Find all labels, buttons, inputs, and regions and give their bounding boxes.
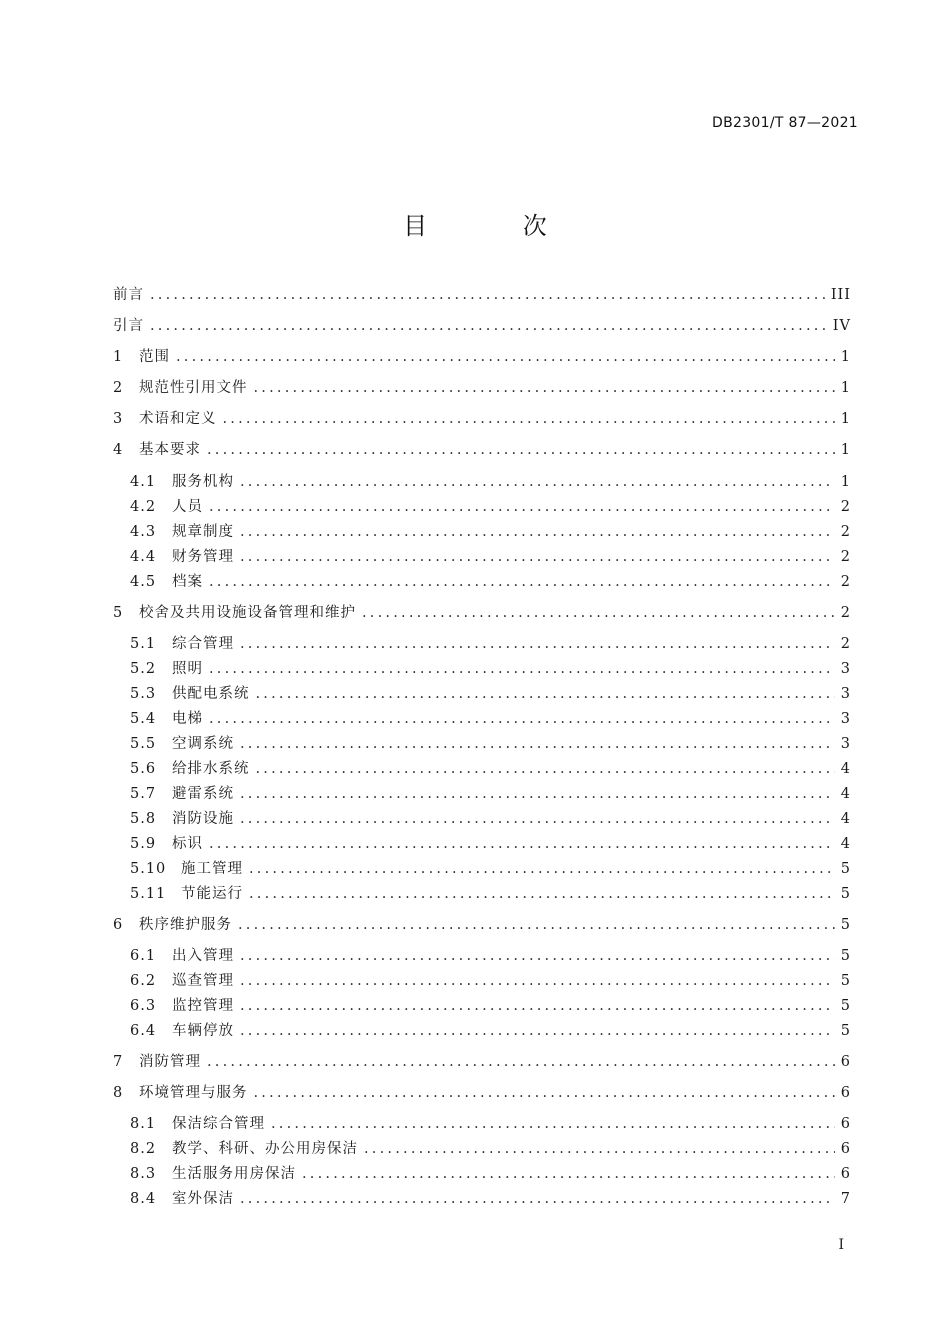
document-code: DB2301/T 87—2021 bbox=[712, 115, 858, 131]
toc-entry-number: 5.11 bbox=[130, 886, 167, 902]
toc-subentry[interactable] bbox=[113, 784, 851, 804]
toc-entry-title: 范围 bbox=[139, 349, 170, 365]
toc-subentry[interactable] bbox=[113, 734, 851, 754]
toc-entry-page: 3 bbox=[840, 661, 851, 677]
toc-entry-title: 生活服务用房保洁 bbox=[172, 1166, 296, 1182]
toc-entry-title: 服务机构 bbox=[172, 474, 234, 490]
toc-entry-page: 6 bbox=[840, 1116, 851, 1132]
toc-subentry[interactable] bbox=[113, 659, 851, 679]
toc-entry-title: 规章制度 bbox=[172, 524, 234, 540]
toc-entry-number: 5.1 bbox=[130, 636, 157, 652]
toc-entry-page: 2 bbox=[840, 549, 851, 565]
toc-subentry[interactable] bbox=[113, 1189, 851, 1209]
toc-entry-page: 4 bbox=[840, 836, 851, 852]
toc-subentry[interactable] bbox=[113, 809, 851, 829]
toc-entry-page: 5 bbox=[840, 948, 851, 964]
toc-entry-number: 5.2 bbox=[130, 661, 157, 677]
toc-entry-page: IV bbox=[832, 318, 851, 334]
toc-entry-number: 5.8 bbox=[130, 811, 157, 827]
dot-leader bbox=[249, 859, 835, 879]
toc-entry-number: 5.4 bbox=[130, 711, 157, 727]
toc-entry-title: 基本要求 bbox=[139, 442, 201, 458]
toc-entry-title: 供配电系统 bbox=[172, 686, 250, 702]
dot-leader bbox=[256, 759, 835, 779]
toc-entry-label bbox=[113, 915, 232, 935]
dot-leader bbox=[240, 1021, 835, 1041]
toc-entry[interactable] bbox=[113, 409, 851, 429]
dot-leader bbox=[240, 522, 835, 542]
dot-leader bbox=[240, 971, 835, 991]
toc-entry-page: 7 bbox=[840, 1191, 851, 1207]
toc-entry-title: 给排水系统 bbox=[172, 761, 250, 777]
toc-entry-page: 5 bbox=[840, 886, 851, 902]
dot-leader bbox=[271, 1114, 835, 1134]
dot-leader bbox=[240, 809, 835, 829]
toc-entry-label bbox=[130, 1189, 234, 1209]
toc-entry[interactable] bbox=[113, 915, 851, 935]
toc-entry-label bbox=[130, 472, 234, 492]
toc-entry-number: 3 bbox=[113, 411, 124, 427]
toc-entry-number: 5.6 bbox=[130, 761, 157, 777]
toc-entry[interactable] bbox=[113, 440, 851, 460]
toc-entry-title: 空调系统 bbox=[172, 736, 234, 752]
toc-entry-label bbox=[130, 684, 250, 704]
toc-entry[interactable] bbox=[113, 1083, 851, 1103]
toc-entry-label bbox=[130, 971, 234, 991]
toc-entry-number: 6.2 bbox=[130, 973, 157, 989]
toc-entry-page: 5 bbox=[840, 1023, 851, 1039]
dot-leader bbox=[240, 634, 835, 654]
toc-entry-label bbox=[130, 784, 234, 804]
toc-entry-page: 2 bbox=[840, 636, 851, 652]
dot-leader bbox=[240, 946, 835, 966]
toc-entry-page: 5 bbox=[840, 998, 851, 1014]
toc-entry-page: 4 bbox=[840, 761, 851, 777]
toc-entry[interactable] bbox=[113, 285, 851, 305]
dot-leader bbox=[209, 659, 835, 679]
toc-entry-page: 2 bbox=[840, 524, 851, 540]
toc-entry-number: 6 bbox=[113, 917, 124, 933]
toc-entry-label bbox=[113, 285, 144, 305]
dot-leader bbox=[240, 547, 835, 567]
dot-leader bbox=[364, 1139, 835, 1159]
toc-subentry[interactable] bbox=[113, 1164, 851, 1184]
toc-entry-title: 规范性引用文件 bbox=[139, 380, 248, 396]
dot-leader bbox=[240, 1189, 835, 1209]
toc-subentry[interactable] bbox=[113, 709, 851, 729]
toc-entry-title: 档案 bbox=[172, 574, 203, 590]
toc-subentry[interactable] bbox=[113, 497, 851, 517]
toc-subentry[interactable] bbox=[113, 834, 851, 854]
toc-entry-page: 6 bbox=[840, 1054, 851, 1070]
toc-entry[interactable] bbox=[113, 603, 851, 623]
dot-leader bbox=[254, 378, 835, 398]
toc-entry-number: 5.10 bbox=[130, 861, 167, 877]
toc-entry-label bbox=[130, 946, 234, 966]
dot-leader bbox=[207, 1052, 835, 1072]
toc-entry-number: 2 bbox=[113, 380, 124, 396]
toc-subentry[interactable] bbox=[113, 1139, 851, 1159]
toc-entry-label bbox=[113, 409, 217, 429]
toc-entry-title: 室外保洁 bbox=[172, 1191, 234, 1207]
toc-entry-label bbox=[130, 759, 250, 779]
toc-subentry[interactable] bbox=[113, 547, 851, 567]
toc-entry-page: 1 bbox=[840, 380, 851, 396]
toc-entry-label bbox=[130, 497, 203, 517]
toc-entry-label bbox=[113, 347, 170, 367]
toc-entry-title: 巡查管理 bbox=[172, 973, 234, 989]
toc-entry-title: 消防设施 bbox=[172, 811, 234, 827]
toc-entry[interactable] bbox=[113, 347, 851, 367]
toc-entry-page: 1 bbox=[840, 411, 851, 427]
toc-subentry[interactable] bbox=[113, 572, 851, 592]
toc-subentry[interactable] bbox=[113, 946, 851, 966]
dot-leader bbox=[223, 409, 835, 429]
toc-entry-page: 1 bbox=[840, 442, 851, 458]
toc-entry-page: III bbox=[830, 287, 851, 303]
dot-leader bbox=[176, 347, 835, 367]
toc-entry-title: 监控管理 bbox=[172, 998, 234, 1014]
toc-subentry[interactable] bbox=[113, 759, 851, 779]
toc-entry-label bbox=[130, 884, 243, 904]
toc-entry-page: 2 bbox=[840, 574, 851, 590]
toc-entry-title: 电梯 bbox=[172, 711, 203, 727]
toc-entry-number: 5.7 bbox=[130, 786, 157, 802]
toc-entry-label bbox=[130, 522, 234, 542]
dot-leader bbox=[254, 1083, 835, 1103]
toc-entry-number: 6.1 bbox=[130, 948, 157, 964]
toc-entry-title: 秩序维护服务 bbox=[139, 917, 232, 933]
dot-leader bbox=[240, 734, 835, 754]
toc-entry-title: 保洁综合管理 bbox=[172, 1116, 265, 1132]
toc-entry-title: 标识 bbox=[172, 836, 203, 852]
toc-entry-number: 7 bbox=[113, 1054, 124, 1070]
toc-entry-title: 避雷系统 bbox=[172, 786, 234, 802]
toc-entry-title: 环境管理与服务 bbox=[139, 1085, 248, 1101]
toc-entry-page: 3 bbox=[840, 686, 851, 702]
dot-leader bbox=[302, 1164, 835, 1184]
toc-subentry[interactable] bbox=[113, 1021, 851, 1041]
dot-leader bbox=[209, 497, 835, 517]
toc-entry-number: 4.3 bbox=[130, 524, 157, 540]
dot-leader bbox=[150, 316, 827, 336]
toc-entry-number: 8 bbox=[113, 1085, 124, 1101]
toc-entry-number: 5 bbox=[113, 605, 124, 621]
toc-entry-title: 人员 bbox=[172, 499, 203, 515]
toc-entry-title: 术语和定义 bbox=[139, 411, 217, 427]
toc-entry-page: 3 bbox=[840, 711, 851, 727]
toc-entry[interactable] bbox=[113, 316, 851, 336]
toc-subentry[interactable] bbox=[113, 1114, 851, 1134]
toc-entry-label bbox=[130, 547, 234, 567]
dot-leader bbox=[240, 472, 835, 492]
toc-entry-label bbox=[130, 1164, 296, 1184]
dot-leader bbox=[238, 915, 835, 935]
toc-entry-page: 2 bbox=[840, 605, 851, 621]
toc-entry-number: 4.5 bbox=[130, 574, 157, 590]
page-number: I bbox=[838, 1237, 844, 1253]
toc-subentry[interactable] bbox=[113, 859, 851, 879]
toc-subentry[interactable] bbox=[113, 996, 851, 1016]
toc-entry-label bbox=[113, 440, 201, 460]
toc-entry-label bbox=[130, 659, 203, 679]
toc-entry-number: 8.4 bbox=[130, 1191, 157, 1207]
toc-entry-page: 5 bbox=[840, 861, 851, 877]
toc-entry-page: 6 bbox=[840, 1141, 851, 1157]
toc-entry-title: 综合管理 bbox=[172, 636, 234, 652]
toc-entry-number: 8.1 bbox=[130, 1116, 157, 1132]
toc-entry-label bbox=[130, 859, 243, 879]
toc-entry-title: 车辆停放 bbox=[172, 1023, 234, 1039]
toc-entry-number: 6.3 bbox=[130, 998, 157, 1014]
toc-entry-page: 4 bbox=[840, 786, 851, 802]
toc-entry-page: 5 bbox=[840, 973, 851, 989]
toc-entry-title: 财务管理 bbox=[172, 549, 234, 565]
toc-entry-page: 1 bbox=[840, 349, 851, 365]
toc-entry-number: 4.4 bbox=[130, 549, 157, 565]
toc-subentry[interactable] bbox=[113, 472, 851, 492]
toc-entry-label bbox=[113, 1083, 248, 1103]
toc-subentry[interactable] bbox=[113, 684, 851, 704]
toc-entry-label bbox=[130, 1114, 265, 1134]
toc-entry-title: 出入管理 bbox=[172, 948, 234, 964]
dot-leader bbox=[209, 572, 835, 592]
toc-subentry[interactable] bbox=[113, 522, 851, 542]
toc-entry-title: 节能运行 bbox=[181, 886, 243, 902]
dot-leader bbox=[209, 834, 835, 854]
toc-entry-page: 1 bbox=[840, 474, 851, 490]
toc-subentry[interactable] bbox=[113, 884, 851, 904]
toc-entry-number: 4 bbox=[113, 442, 124, 458]
dot-leader bbox=[207, 440, 835, 460]
dot-leader bbox=[150, 285, 825, 305]
toc-entry[interactable] bbox=[113, 378, 851, 398]
toc-entry-page: 2 bbox=[840, 499, 851, 515]
toc-entry-title: 消防管理 bbox=[139, 1054, 201, 1070]
dot-leader bbox=[256, 684, 835, 704]
dot-leader bbox=[249, 884, 835, 904]
dot-leader bbox=[209, 709, 835, 729]
toc-entry-number: 5.3 bbox=[130, 686, 157, 702]
toc-entry-title: 校舍及共用设施设备管理和维护 bbox=[139, 605, 356, 621]
toc-entry-label bbox=[130, 734, 234, 754]
toc-entry-number: 4.1 bbox=[130, 474, 157, 490]
toc-entry-label bbox=[130, 834, 203, 854]
toc-entry-number: 1 bbox=[113, 349, 124, 365]
dot-leader bbox=[240, 784, 835, 804]
toc-entry-page: 4 bbox=[840, 811, 851, 827]
toc-entry-title: 照明 bbox=[172, 661, 203, 677]
toc-entry-title: 教学、科研、办公用房保洁 bbox=[172, 1141, 358, 1157]
toc-entry-page: 6 bbox=[840, 1166, 851, 1182]
toc-subentry[interactable] bbox=[113, 634, 851, 654]
toc-entry-page: 5 bbox=[840, 917, 851, 933]
toc-entry-page: 6 bbox=[840, 1085, 851, 1101]
toc-entry-title: 引言 bbox=[113, 318, 144, 334]
toc-entry-label bbox=[130, 634, 234, 654]
toc-entry-label bbox=[130, 996, 234, 1016]
page-title: 目 次 bbox=[403, 212, 591, 240]
toc-entry-page: 3 bbox=[840, 736, 851, 752]
toc-entry-number: 6.4 bbox=[130, 1023, 157, 1039]
toc-subentry[interactable] bbox=[113, 971, 851, 991]
toc-entry-number: 4.2 bbox=[130, 499, 157, 515]
toc-entry-label bbox=[130, 1021, 234, 1041]
dot-leader bbox=[362, 603, 835, 623]
toc-entry-label bbox=[113, 316, 144, 336]
toc-entry-label bbox=[113, 603, 356, 623]
toc-entry-number: 8.3 bbox=[130, 1166, 157, 1182]
toc-entry-title: 施工管理 bbox=[181, 861, 243, 877]
toc-entry-label bbox=[113, 1052, 201, 1072]
toc-entry-number: 5.9 bbox=[130, 836, 157, 852]
toc-entry-label bbox=[130, 1139, 358, 1159]
toc-entry-number: 8.2 bbox=[130, 1141, 157, 1157]
toc-entry-label bbox=[113, 378, 248, 398]
dot-leader bbox=[240, 996, 835, 1016]
toc-entry-number: 5.5 bbox=[130, 736, 157, 752]
toc-entry-label bbox=[130, 572, 203, 592]
toc-entry-title: 前言 bbox=[113, 287, 144, 303]
toc-entry-label bbox=[130, 809, 234, 829]
toc-entry-label bbox=[130, 709, 203, 729]
toc-entry[interactable] bbox=[113, 1052, 851, 1072]
